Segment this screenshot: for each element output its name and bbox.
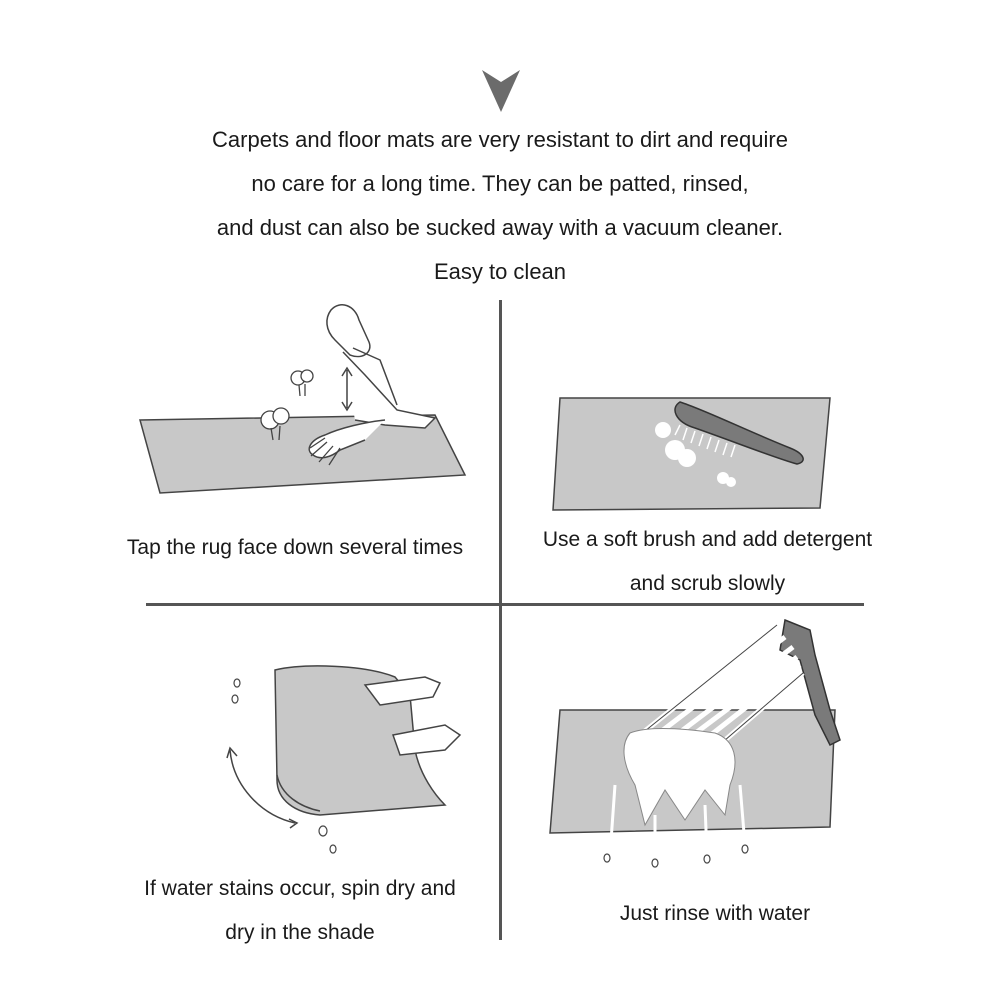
caption-line: and scrub slowly [629, 572, 786, 595]
intro-line: and dust can also be sucked away with a vacuum cleaner. [216, 215, 784, 240]
caption-line: Tap the rug face down several times [126, 536, 464, 559]
brush-rug-illustration [545, 390, 845, 520]
step-caption [100, 526, 490, 570]
caption-line: If water stains occur, spin dry and [144, 877, 456, 900]
intro-heading: Easy to clean [433, 259, 567, 284]
caption-line: Use a soft brush and add detergent [542, 528, 873, 551]
dry-rug-illustration [215, 655, 475, 860]
rinse-rug-illustration [545, 615, 850, 870]
intro-text [100, 118, 900, 294]
caption-line: dry in the shade [225, 921, 375, 944]
intro-line: Carpets and floor mats are very resistant to dirt and require [212, 127, 788, 152]
caption-line: Just rinse with water [619, 902, 811, 925]
down-arrow-icon [482, 70, 520, 112]
intro-line: no care for a long time. They can be patted, rinsed, [251, 171, 749, 196]
step-caption [100, 867, 500, 955]
vertical-divider [499, 300, 502, 940]
step-caption [520, 892, 910, 936]
tap-rug-illustration [135, 300, 475, 500]
step-caption [505, 518, 910, 606]
